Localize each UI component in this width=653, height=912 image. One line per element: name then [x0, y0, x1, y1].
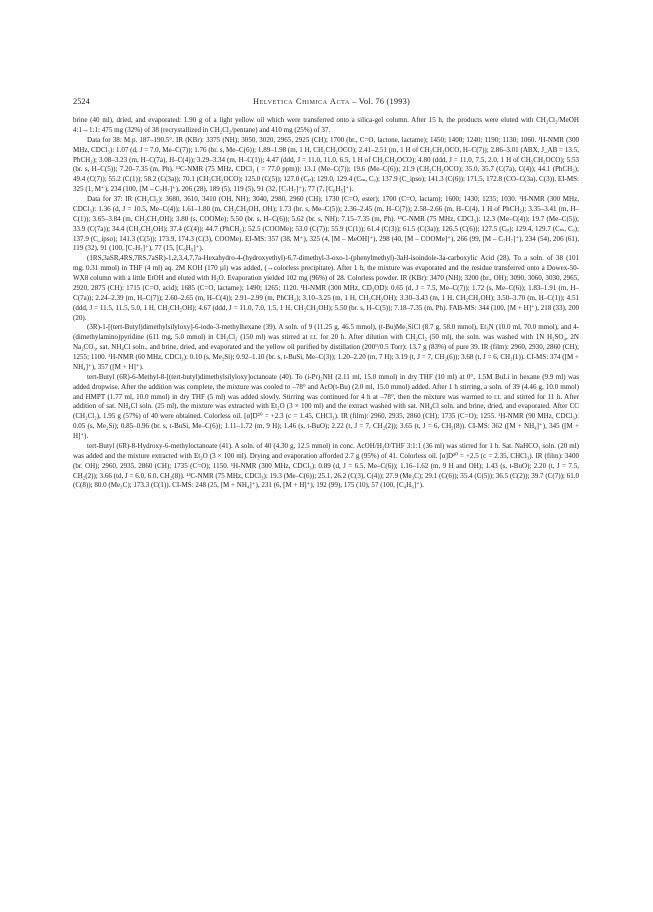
- paragraph-compound-41: tert-Butyl (6R)-8-Hydroxy-6-methyloctanoate (41). A soln. of 40 (4.30 g, 12.5 mmol) in conc. AcOH/H₂O/THF 3:1:1 (36 ml) was stirred for 1 h. Sat. NaHCO₃ soln. (20 ml) was added and the mixture extracted with Et₂O (3 × 100 ml). Drying and evaporation afforded 2.7 g (95%) of 41. Colorless oil. [α]D²⁰ = +2.5 (c = 2.35, CHCl₃). IR (film): 3400 (br. OH); 2960, 2935, 2860 (CH); 1735 (C=O); 1150. ¹H-NMR (300 MHz, CDCl₃): 0.89 (d, J = 6.5, Me–C(6)); 1.16–1.62 (m, 9 H and OH); 1.43 (s, t-BuO); 2.20 (t, J = 7.5, CH₂(2)); 3.66 (td, J = 6.0, 6.0, CH₂(8)). ¹³C-NMR (75 MHz, CDCl₃): 19.3 (Me–C(6)); 25.1, 26.2 (C(3), C(4)); 27.9 (Me₃C); 29.1 (C(6)); 35.4 (C(5)); 36.5 (C(2)); 39.7 (C(7)); 61.0 (C(8)); 80.0 (Me₃C); 173.3 (C(1)). CI-MS: 248 (25, [M + NH₄]⁺), 231 (6, [M + H]⁺), 192 (99), 175 (10), 57 (100, [C₄H₉]⁺).: [73, 441, 579, 490]
- page-number: 2524: [73, 97, 90, 106]
- paragraph-compound-28: (1RS,3aSR,4RS,7RS,7aSR)-1,2,3,4,7,7a-Hexahydro-4-(hydroxyethyl)-6,7-dimethyl-3-oxo-1-(phenylmethyl)-3aH-isoindole-3a-carboxylic Acid (28). To a soln. of 38 (101 mg, 0.31 mmol) in THF (4 ml) aq. 2M KOH (170 µl) was added, (→colorless precipitate). After 1 h, the mixture was evaporated and the residue transferred onto a Dowex-50-WX8 column with a little EtOH and eluted with H₂O. Evaporation yielded 102 mg (96%) of 28. Colorless powder. IR (KBr): 3470 (NH); 3200 (br., OH); 3090, 3060, 3030, 2965, 2920, 2875 (CH); 1715 (C=O, acid); 1685 (C=O, lactame); 1490; 1265; 1120. ¹H-NMR (300 MHz, CD₃OD): 0.65 (d, J = 7.5, Me–C(7)); 1.72 (s, Me–C(6)); 1.83–1.91 (m, H–C(7a)); 2.24–2.39 (m, H–C(7)); 2.60–2.65 (m, H–C(4)); 2.91–2.99 (m, PhCH₂); 3.10–3.25 (m, 1 H, CH₂CH₂OH); 3.30–3.43 (m, 1 H, CH₂CH₂OH); 3.50–3.70 (m, H–C(1)); 4.51 (ddd, J = 11.5, 11.5, 5.0, 1 H, CH₂CH₂OH); 4.67 (ddd, J = 11.0, 7.0, 1.5, 1 H, CH₂CH₂OH); 5.50 (br. s, H–C(5)); 7.18–7.35 (m, Ph). FAB-MS: 344 (100, [M + H]⁺), 218 (33), 200 (20).: [73, 254, 579, 322]
- paragraph-continuation: brine (40 ml), dried, and evaporated: 1.90 g of a light yellow oil which were transferred onto a silica-gel column. After 15 h, the products were eluted with CH₂Cl₂/MeOH 4:1→1:1: 475 mg (32%) of 38 (recrystallized in CH₂Cl₂/pentane) and 410 mg (25%) of 37.: [73, 116, 579, 134]
- running-title: [253, 95, 410, 109]
- paragraph-data-37: Data for 37: IR (CH₂Cl₂): 3680, 3610, 3410 (OH, NH); 3040, 2980, 2960 (CH); 1730 (C=O, ester); 1700 (C=O, lactam); 1600; 1430; 1235; 1030. ¹H-NMR (300 MHz, CDCl₃): 1.36 (d, J = 10.5, Me–C(4)); 1.61–1.80 (m, CH₂CH₂OH, OH); 1.73 (br. s, Me–C(5)); 2.36–2.45 (m, H–C(7)); 2.58–2.66 (m, H–C(4), 1 H of PhCH₂); 3.35–3.41 (m, H–C(1)); 3.65–3.84 (m, CH₂CH₂OH); 3.80 (s, COOMe); 5.50 (br. s, H–C(6)); 5.62 (br. s, NH); 7.15–7.35 (m, Ph). ¹³C-NMR (75 MHz, CDCl₃): 12.3 (Me–C(4)); 19.7 (Me–C(5)); 33.9 (C(7a)); 34.4 (CH₂CH₂OH); 37.4 (C(4)); 44.7 (PhCH₂); 52.5 (COOMe); 53.0 (C(7)); 55.9 (C(1)); 61.4 (C(3)); 61.5 (C(3a)); 126.5 (C(6)); 127.5 (Cₚ); 129.4, 129.7 (Cₘ, Cₒ); 137.9 (C_ipso); 141.3 (C(5)); 173.9, 174.3 (C(3), COOMe). EI-MS: 357 (38, M⁺), 325 (4, [M – MeOH]⁺), 298 (40, [M – COOMe]⁺), 266 (99, [M – C₇H₇]⁺), 234 (54), 206 (61), 119 (32), 91 (100, [C₇H₇]⁺), 77 (15, [C₆H₅]⁺).: [73, 195, 579, 253]
- paragraph-compound-39: (3R)-1-[(tert-Butyl)dimethylsilyloxy]-6-iodo-3-methylhexane (39). A soln. of 9 (11.25 g, 46.5 mmol), (t-Bu)Me₂SiCl (8.7 g, 58.0 mmol), Et₃N (10.0 ml, 70.0 mmol), and 4-(dimethylamino)pyridine (611 mg, 5.0 mmol) in CH₂Cl₂ (150 ml) was stirred at r.t. for 20 h. After dilution with CH₂Cl₂ (50 ml), the soln. was washed with 1N H₂SO₄, 2N Na₂CO₃, sat. NH₄Cl soln., and brine, dried, and evaporated and the yellow oil purified by distillation (200°/0.5 Torr): 13.7 g (83%) of pure 39. IR (film): 2960, 2930, 2860 (CH); 1255; 1100. ¹H-NMR (60 MHz, CDCl₃): 0.10 (s, Me₂Si); 0.92–1.10 (br. s, t-BuSi, Me–C(3)); 1.20–2.20 (m, 7 H); 3.19 (t, J = 7, CH₂(6)); 3.68 (t, J = 6, CH₂(1)). CI-MS: 374 ([M + NH₄]⁺), 357 ([M + H]⁺).: [73, 323, 579, 371]
- journal-name: Helvetica Chimica Acta: [253, 97, 350, 106]
- paragraph-data-38: Data for 38: M.p. 187–190.5°. IR (KBr): 3375 (NH); 3050, 3020, 2965, 2925 (CH); 1700 (br., C=O, lactone, lactame); 1450; 1400; 1240; 1190; 1130; 1060. ¹H-NMR (300 MHz, CDCl₃): 1.07 (d, J = 7.0, Me–C(7)); 1.76 (br. s, Me–C(6)); 1.89–1.98 (m, 1 H, CH₂CH₂OCO); 2.41–2.51 (m, 1 H of CH₂CH₂OCO, H–C(7)); 2.86–3.01 (ABX, J_AB = 13.5, PhCH₂); 3.08–3.23 (m, H–C(7a), H–C(4)); 3.29–3.34 (m, H–C(1)); 4.47 (ddd, J = 11.0, 11.0, 6.5, 1 H of CH₂CH₂OCO); 4.80 (ddd, J = 11.0, 7.5, 2.0, 1 H of CH₂CH₂OCO); 5.53 (br. s, H–C(5)); 7.20–7.35 (m, Ph). ¹³C-NMR (75 MHz, CDCl₃ ( = 77.0 ppm)): 13.1 (Me–C(7)); 19.6 (Me–C(6)); 21.9 (CH₂CH₂OCO); 35.0, 35.7 (C(7a), C(4)); 44.1 (PhCH₂); 49.4 (C(7)); 55.2 (C(1)); 58.2 (C(3a)); 70.1 (CH₂CH₂OCO); 125.0 (C(5)); 127.0 (Cₚ); 129.0, 129.4 (Cₘ, Cₒ); 137.9 (C_ipso); 141.3 (C(6)); 171.5, 172.8 (CO–C(3a), C(3)). EI-MS: 325 (1, M⁺), 234 (100, [M – C₇H₇]⁺), 206 (28), 189 (5), 119 (5), 91 (32, [C₇H₇]⁺), 77 (7, [C₆H₅]⁺).: [73, 135, 579, 194]
- article-body: [73, 116, 579, 851]
- volume-year: – Vol. 76 (1993): [352, 97, 410, 106]
- paragraph-compound-40: tert-Butyl (6R)-6-Methyl-8-[(tert-butyl)dimethylsilyloxy]octanoate (40). To (i-Pr)₂NH (2.11 ml, 15.0 mmol) in dry THF (10 ml) at 0°, 1.5M BuLi in hexane (9.9 ml) was added dropwise. After the addition was complete, the mixture was cooled to –78° and AcO(t-Bu) (2.0 ml, 15.0 mmol) added. After 1 h stirring, a soln. of 39 (4.46 g, 10.0 mmol) and HMPT (1.77 ml, 10.0 mmol) in dry THF (5 ml) was added slowly. Stirring was continued for 4 h at –78°, then the mixture was warmed to r.t. and stirred for 11 h. After addition of sat. NH₄Cl soln. (25 ml), the mixture was extracted with Et₂O (3 × 100 ml) and the extract washed with sat. NH₄Cl soln. and brine, dried, and evaporated. After CC (CH₂Cl₂), 1.95 g (57%) of 40 were obtained. Colorless oil. [α]D²⁰ = +2.3 (c = 1.45, CHCl₃). IR (film): 2960, 2935, 2860 (CH); 1735 (C=O); 1255. ¹H-NMR (90 MHz, CDCl₃): 0.05 (s, Me₂Si); 0.85–0.96 (br. s, t-BuSi, Me–C(6)); 1.11–1.72 (m, 9 H); 1.46 (s, t-BuO); 2.22 (t, J = 7, CH₂(2)); 3.65 (t, J = 6, CH₂(8)). CI-MS: 362 ([M + NH₄]⁺), 345 ([M + H]⁺).: [73, 372, 579, 440]
- running-header: [73, 95, 579, 109]
